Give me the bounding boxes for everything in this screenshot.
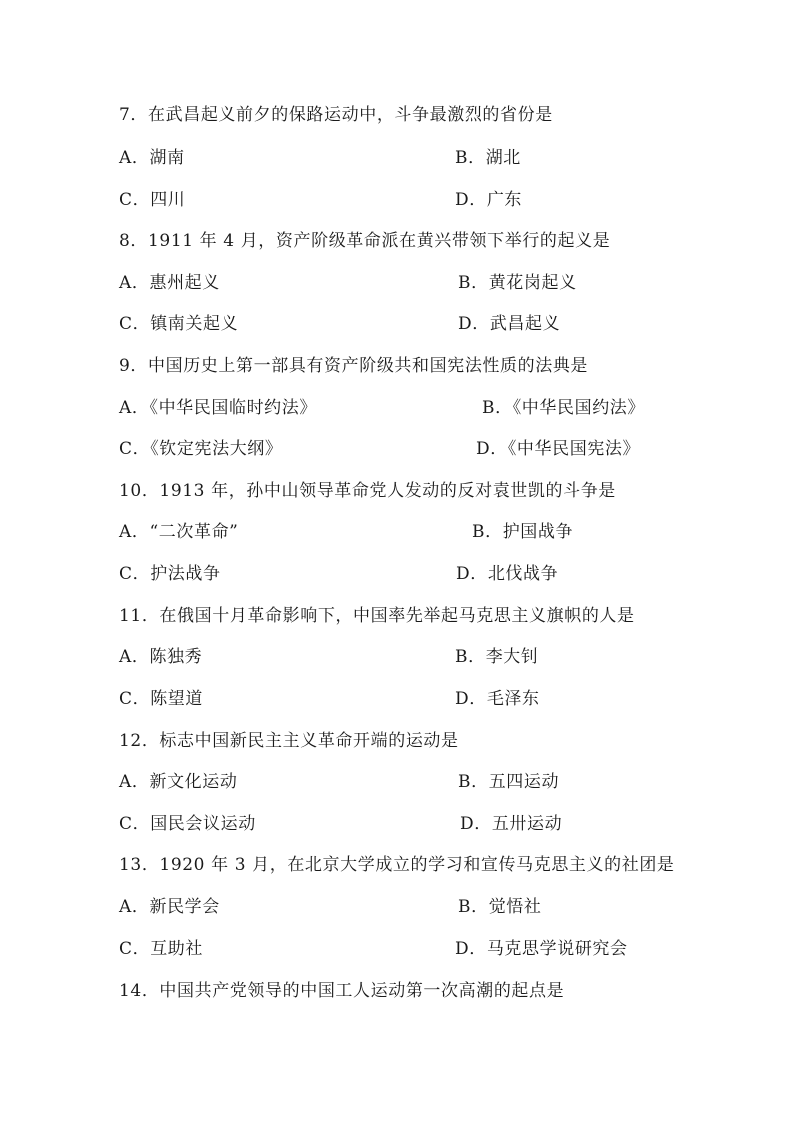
question-7-option-b: B．湖北	[455, 148, 521, 168]
question-14-stem: 14．中国共产党领导的中国工人运动第一次高潮的起点是	[119, 981, 565, 1001]
question-8-option-c: C．镇南关起义	[119, 314, 239, 334]
question-12-option-b: B．五四运动	[458, 772, 560, 792]
question-11-option-d: D．毛泽东	[455, 689, 540, 709]
question-9-option-d: D．《中华民国宪法》	[476, 439, 641, 459]
question-11-option-c: C．陈望道	[119, 689, 204, 709]
question-11-option-a: A．陈独秀	[119, 647, 203, 667]
question-9-stem: 9．中国历史上第一部具有资产阶级共和国宪法性质的法典是	[119, 356, 589, 376]
question-12-option-c: C．国民会议运动	[119, 814, 256, 834]
question-7-stem: 7．在武昌起义前夕的保路运动中，斗争最激烈的省份是	[119, 105, 553, 125]
question-12-option-d: D．五卅运动	[460, 814, 563, 834]
question-9-option-b: B．《中华民国约法》	[482, 398, 645, 418]
question-7-option-d: D．广东	[455, 190, 523, 210]
question-12-stem: 12．标志中国新民主主义革命开端的运动是	[119, 731, 459, 751]
question-12-option-a: A．新文化运动	[119, 772, 238, 792]
question-9-option-c: C．《钦定宪法大纲》	[119, 439, 283, 459]
question-7-option-c: C．四川	[119, 190, 186, 210]
question-13-option-b: B．觉悟社	[458, 897, 542, 917]
question-9-option-a: A．《中华民国临时约法》	[119, 398, 317, 418]
question-13-option-c: C．互助社	[119, 939, 204, 959]
question-10-option-d: D．北伐战争	[456, 564, 559, 584]
question-7-option-a: A．湖南	[119, 148, 185, 168]
question-8-option-b: B．黄花岗起义	[458, 273, 577, 293]
question-8-stem: 8．1911 年 4 月，资产阶级革命派在黄兴带领下举行的起义是	[119, 231, 611, 251]
question-10-option-a: A．“二次革命”	[119, 522, 239, 542]
question-13-option-a: A．新民学会	[119, 897, 220, 917]
question-10-option-c: C．护法战争	[119, 564, 221, 584]
question-11-stem: 11．在俄国十月革命影响下，中国率先举起马克思主义旗帜的人是	[119, 606, 635, 626]
question-13-option-d: D．马克思学说研究会	[455, 939, 628, 959]
question-11-option-b: B．李大钊	[455, 647, 539, 667]
question-8-option-a: A．惠州起义	[119, 273, 220, 293]
question-8-option-d: D．武昌起义	[458, 314, 561, 334]
question-13-stem: 13．1920 年 3 月，在北京大学成立的学习和宣传马克思主义的社团是	[119, 855, 675, 875]
question-10-stem: 10．1913 年，孙中山领导革命党人发动的反对袁世凯的斗争是	[119, 481, 616, 501]
question-10-option-b: B．护国战争	[472, 522, 574, 542]
